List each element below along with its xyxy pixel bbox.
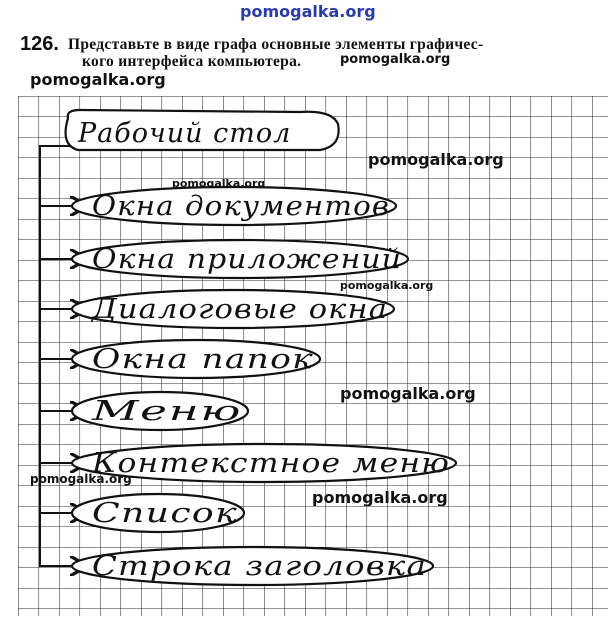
watermark: pomogalka.org — [240, 2, 376, 21]
root-label: Рабочий стол — [78, 118, 292, 149]
child-node-label: Окна документов — [92, 191, 390, 222]
child-node — [40, 444, 456, 482]
child-node — [40, 187, 396, 225]
task-text-line2: кого интерфейса компьютера. — [82, 53, 302, 70]
watermark: pomogalka.org — [340, 52, 451, 67]
child-node-label: Окна приложений — [92, 244, 402, 275]
task-number: 126. — [20, 33, 59, 55]
child-node-label: Окна папок — [92, 344, 314, 375]
child-node-label: Контекстное меню — [90, 448, 450, 479]
child-node-label: Диалоговые окна — [90, 294, 388, 325]
child-node-label: Список — [92, 498, 238, 529]
child-node — [40, 290, 394, 328]
child-node — [40, 547, 433, 585]
watermark: pomogalka.org — [30, 70, 166, 89]
child-node-label: Строка заголовка — [92, 551, 427, 582]
child-node-label: Меню — [90, 396, 243, 427]
root-node — [66, 110, 339, 150]
task-text-line1: Представьте в виде графа основные элементы графичес- — [68, 36, 484, 53]
child-node — [40, 240, 408, 278]
